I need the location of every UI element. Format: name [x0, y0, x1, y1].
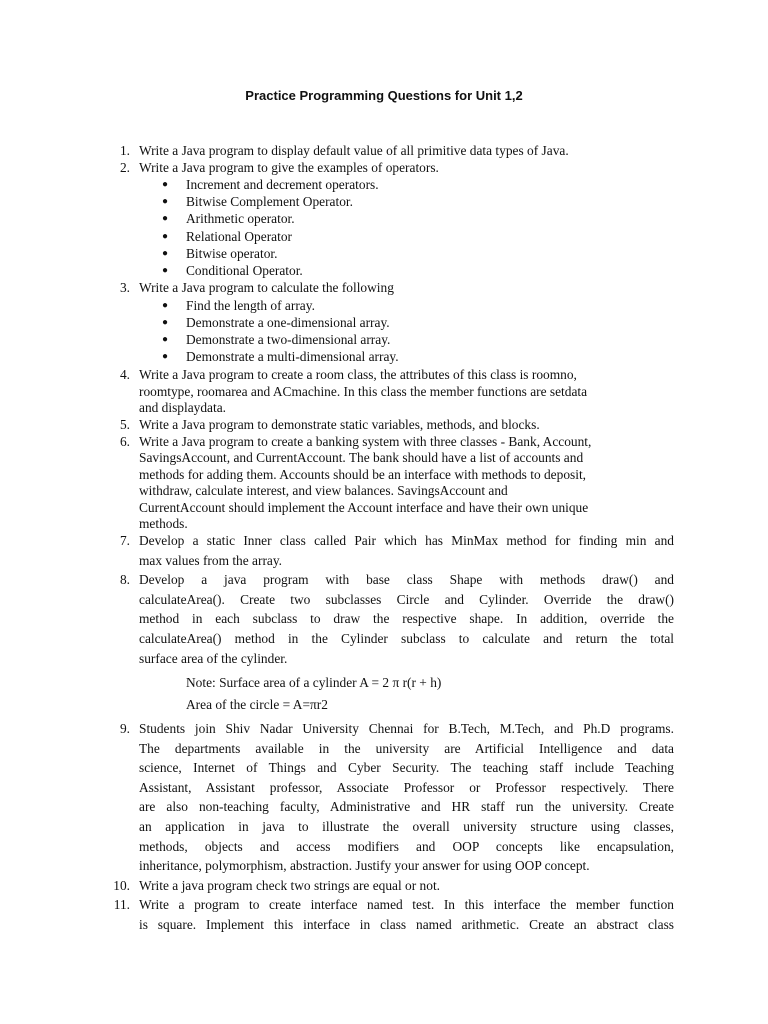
question-3-text: Write a Java program to calculate the following — [139, 280, 394, 295]
list-item: Bitwise Complement Operator. — [186, 194, 353, 209]
question-9-line: an application in java to illustrate the overall university structure using classes, — [139, 819, 674, 834]
question-number: 7. — [119, 533, 130, 548]
list-item: Bitwise operator. — [186, 246, 278, 261]
bullet-icon: ● — [162, 196, 169, 207]
list-item: Increment and decrement operators. — [186, 177, 379, 192]
question-6-line: withdraw, calculate interest, and view balances. SavingsAccount and — [139, 483, 508, 498]
bullet-icon: ● — [162, 351, 169, 362]
list-item: Demonstrate a multi-dimensional array. — [186, 349, 399, 364]
question-2-text: Write a Java program to give the examples of operators. — [139, 160, 439, 175]
question-10-text: Write a java program check two strings are equal or not. — [139, 878, 441, 893]
question-8-line: surface area of the cylinder. — [139, 651, 288, 666]
page-title: Practice Programming Questions for Unit 1,2 — [245, 88, 523, 103]
question-4-line: Write a Java program to create a room class, the attributes of this class is roomno, — [139, 367, 577, 382]
bullet-icon: ● — [162, 248, 169, 259]
list-item: Conditional Operator. — [186, 263, 303, 278]
bullet-icon: ● — [162, 317, 169, 328]
formula-note: Area of the circle = A=πr2 — [186, 697, 328, 712]
question-11-line: is square. Implement this interface in class named arithmetic. Create an abstract class — [139, 917, 674, 932]
question-number: 1. — [119, 143, 130, 158]
question-9-line: Students join Shiv Nadar University Chennai for B.Tech, M.Tech, and Ph.D programs. — [139, 721, 674, 736]
list-item: Find the length of array. — [186, 298, 315, 313]
question-6-line: CurrentAccount should implement the Account interface and have their own unique — [139, 500, 589, 515]
bullet-icon: ● — [162, 300, 169, 311]
question-9-line: inheritance, polymorphism, abstraction. Justify your answer for using OOP concept. — [139, 858, 590, 873]
question-5-text: Write a Java program to demonstrate static variables, methods, and blocks. — [139, 417, 540, 432]
question-11-line: Write a program to create interface named test. In this interface the member function — [139, 897, 674, 912]
bullet-icon: ● — [162, 334, 169, 345]
question-9-line: methods, objects and access modifiers and OOP concepts like encapsulation, — [139, 839, 674, 854]
bullet-icon: ● — [162, 231, 169, 242]
question-1-text: Write a Java program to display default value of all primitive data types of Java. — [139, 143, 569, 158]
question-6-line: methods. — [139, 516, 188, 531]
question-9-line: science, Internet of Things and Cyber Security. The teaching staff include Teaching — [139, 760, 674, 775]
question-6-line: methods for adding them. Accounts should be an interface with methods to deposit, — [139, 467, 587, 482]
list-item: Arithmetic operator. — [186, 211, 295, 226]
question-7-line: Develop a static Inner class called Pair which has MinMax method for finding min and — [139, 533, 674, 548]
question-number: 8. — [119, 572, 130, 587]
question-7-line: max values from the array. — [139, 553, 283, 568]
question-number: 5. — [119, 417, 130, 432]
question-6-line: Write a Java program to create a banking system with three classes - Bank, Account, — [139, 434, 592, 449]
bullet-icon: ● — [162, 213, 169, 224]
question-9-line: are also non-teaching faculty, Administrative and HR staff run the university. Create — [139, 799, 674, 814]
question-number: 6. — [119, 434, 130, 449]
bullet-icon: ● — [162, 179, 169, 190]
question-8-line: method in each subclass to draw the respective shape. In addition, override the — [139, 611, 674, 626]
question-number: 4. — [119, 367, 130, 382]
question-9-line: Assistant, Assistant professor, Associate Professor or Professor respectively. There — [139, 780, 674, 795]
question-6-line: SavingsAccount, and CurrentAccount. The bank should have a list of accounts and — [139, 450, 584, 465]
question-4-line: and displaydata. — [139, 400, 227, 415]
list-item: Demonstrate a two-dimensional array. — [186, 332, 391, 347]
question-9-line: The departments available in the university are Artificial Intelligence and data — [139, 741, 674, 756]
formula-note: Note: Surface area of a cylinder A = 2 π r(r + h) — [186, 675, 442, 690]
question-8-line: calculateArea(). Create two subclasses Circle and Cylinder. Override the draw() — [139, 592, 674, 607]
bullet-icon: ● — [162, 265, 169, 276]
question-8-line: calculateArea() method in the Cylinder subclass to calculate and return the total — [139, 631, 674, 646]
question-number: 3. — [119, 280, 130, 295]
question-4-line: roomtype, roomarea and ACmachine. In this class the member functions are setdata — [139, 384, 588, 399]
question-number: 2. — [119, 160, 130, 175]
question-number: 10. — [113, 878, 130, 893]
question-number: 9. — [119, 721, 130, 736]
list-item: Demonstrate a one-dimensional array. — [186, 315, 390, 330]
list-item: Relational Operator — [186, 229, 292, 244]
question-number: 11. — [113, 897, 130, 912]
question-8-line: Develop a java program with base class Shape with methods draw() and — [139, 572, 674, 587]
